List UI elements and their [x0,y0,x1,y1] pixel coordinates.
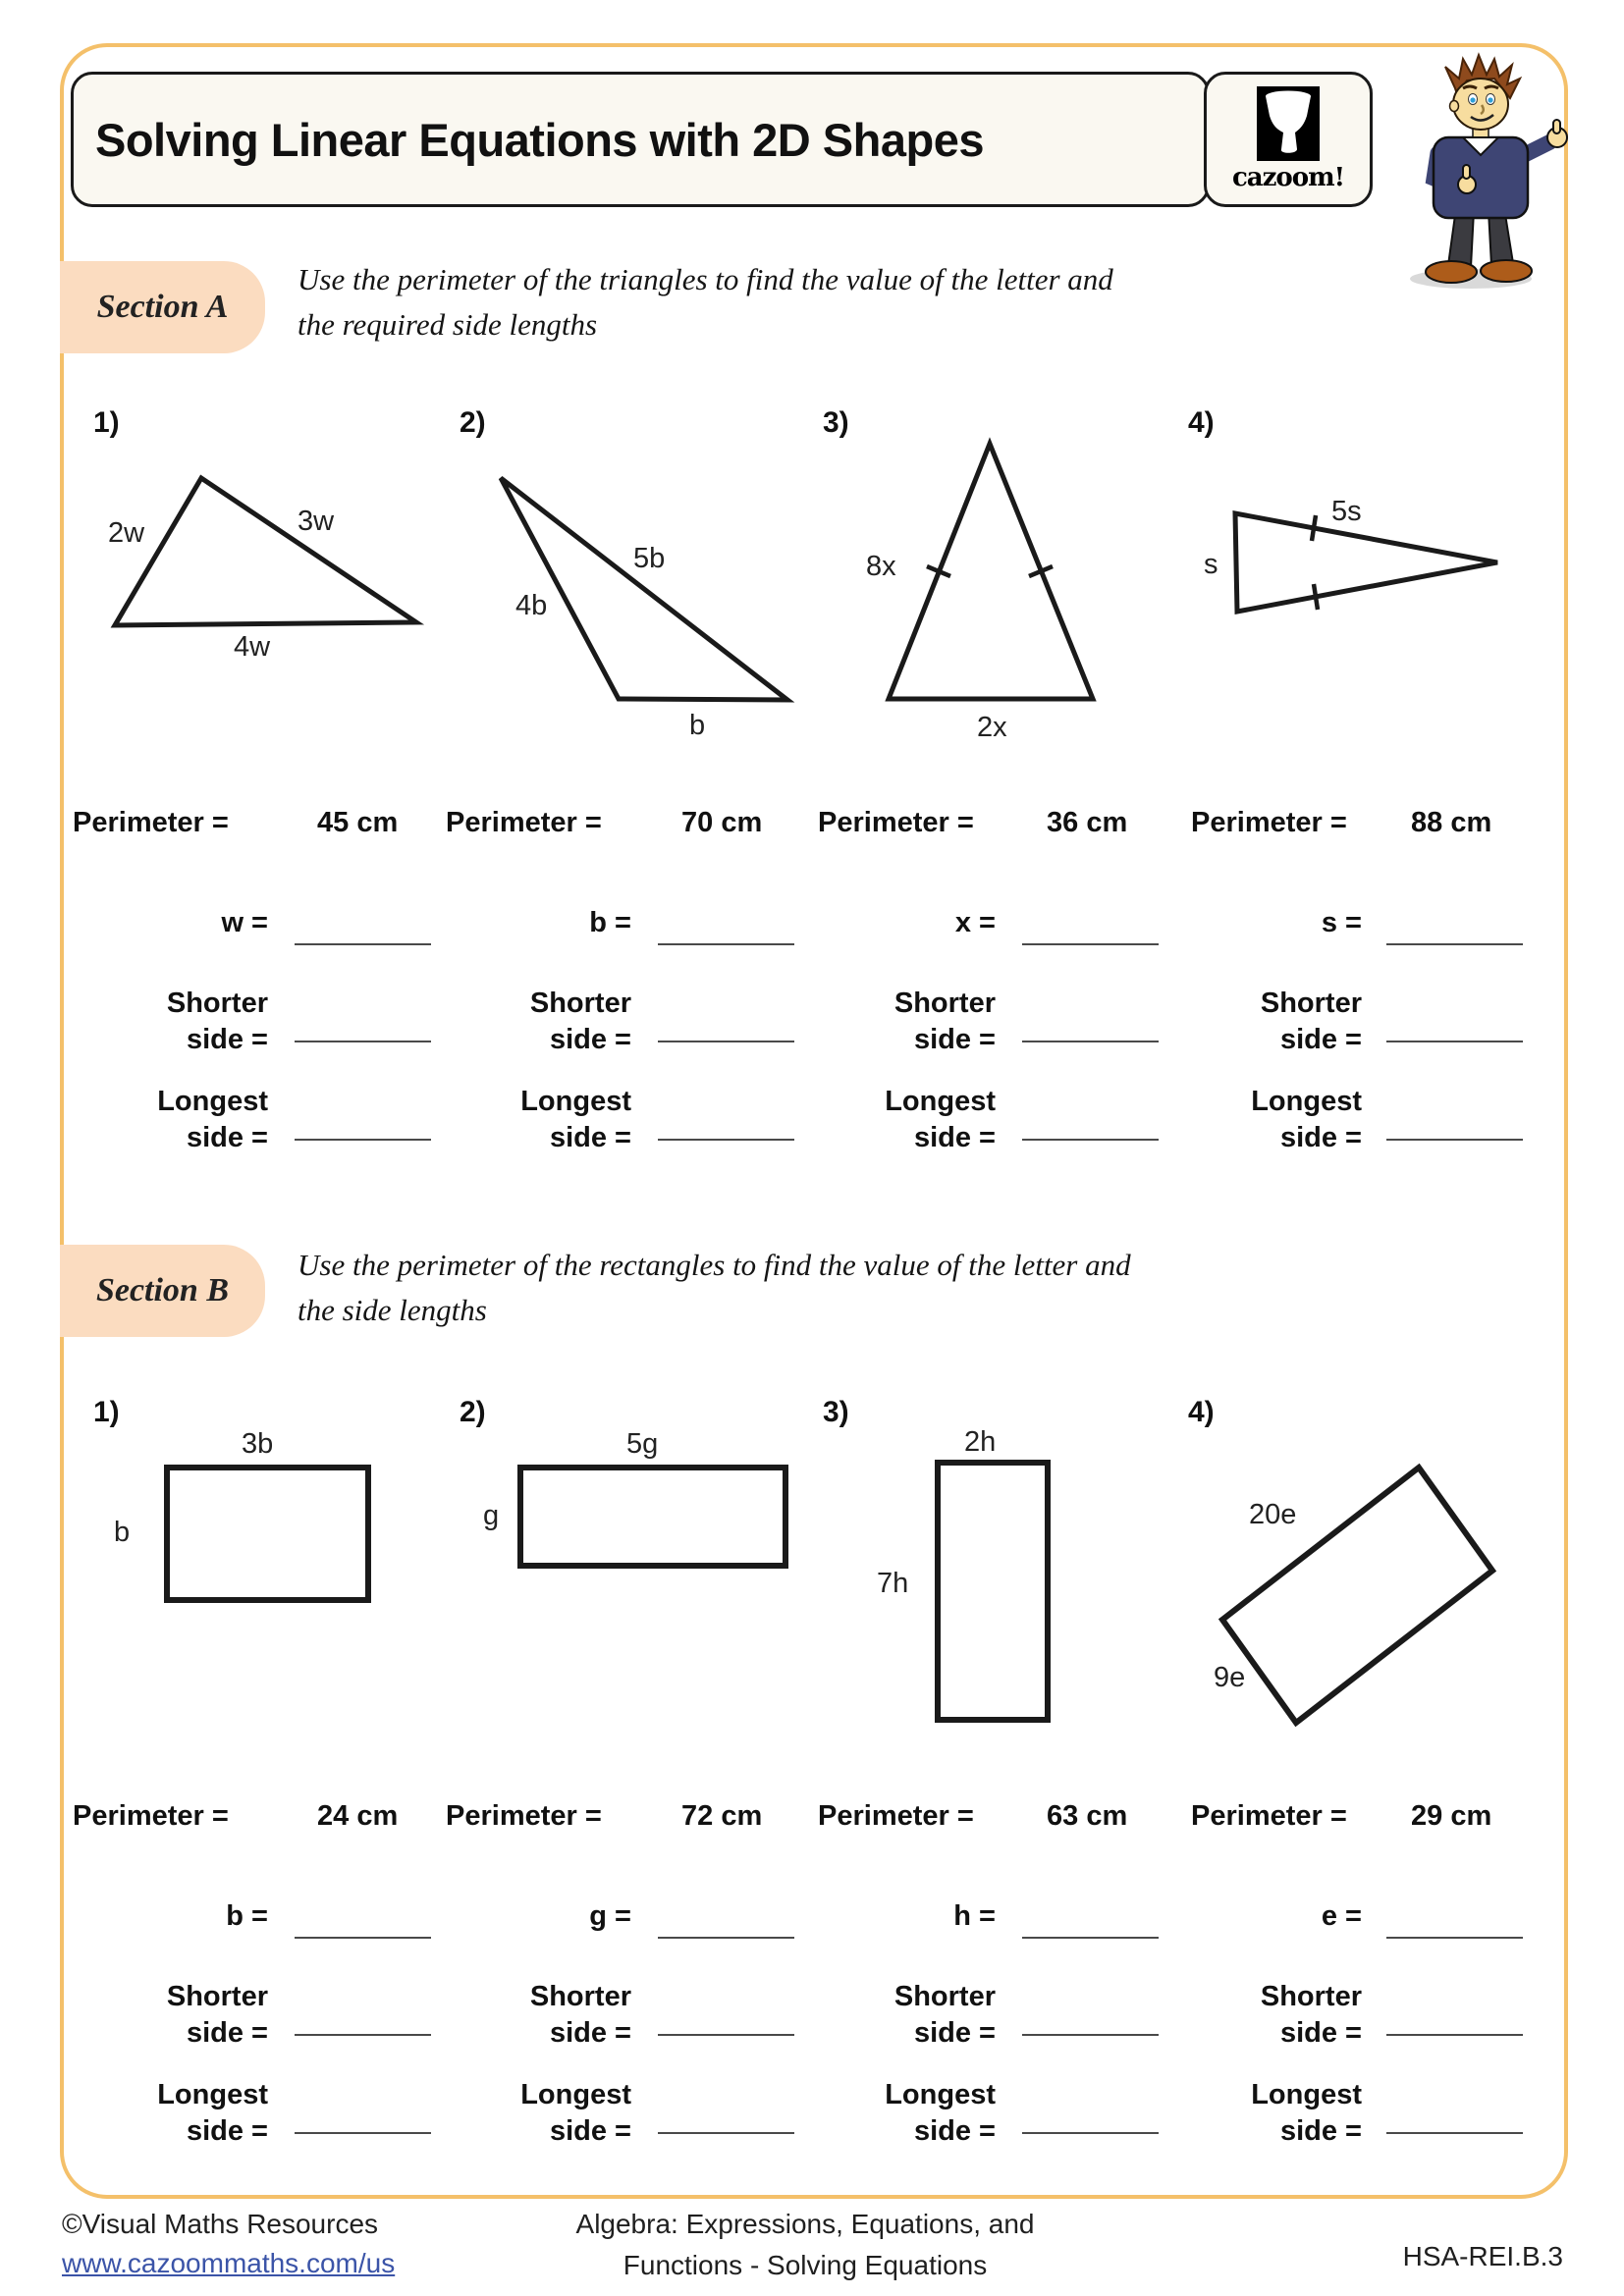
triangle-a1-side-label: 2w [108,517,145,549]
answer-blank-a1-longest[interactable] [295,1139,431,1141]
perimeter-value-a2: 70 cm [681,807,763,838]
shorter-side-eq-b4: side = [1279,2017,1362,2049]
variable-label-b3: h = [953,1900,996,1932]
triangle-a1-side-label: 3w [298,506,335,537]
shorter-side-eq-a2: side = [549,1024,631,1055]
variable-label-b2: g = [589,1900,631,1932]
shorter-side-label-b4: Shorter [1260,1981,1362,2012]
shorter-side-label-a3: Shorter [893,988,996,1019]
longest-side-label-a4: Longest [1251,1086,1362,1117]
rectangle-b4-side-label: 9e [1214,1662,1246,1693]
problem-a3-number: 3) [823,406,849,439]
footer-standard-code: HSA-REI.B.3 [1402,2241,1563,2271]
triangle-a1 [115,478,416,625]
longest-side-label-a3: Longest [885,1086,996,1117]
variable-label-a3: x = [954,907,996,938]
perimeter-value-a4: 88 cm [1411,807,1492,838]
longest-side-eq-b3: side = [913,2115,996,2147]
triangle-a3 [889,444,1093,699]
perimeter-label-a2: Perimeter = [446,807,602,838]
triangle-a3-side-label: 8x [866,551,896,582]
section-b-heading: Section B [60,1245,265,1337]
shorter-side-eq-a1: side = [186,1024,268,1055]
problem-b3-number: 3) [823,1396,849,1428]
answer-blank-b1-variable[interactable] [295,1937,431,1939]
longest-side-eq-b4: side = [1279,2115,1362,2147]
problem-a1-number: 1) [93,406,120,439]
answer-blank-a2-shorter[interactable] [658,1041,794,1042]
perimeter-label-b3: Perimeter = [818,1800,974,1832]
triangle-a2-side-label: 4b [515,590,548,621]
page-title: Solving Linear Equations with 2D Shapes [95,113,984,166]
shorter-side-eq-a4: side = [1279,1024,1362,1055]
footer-topic-line2: Functions - Solving Equations [623,2250,988,2280]
answer-blank-b1-longest[interactable] [295,2132,431,2134]
triangle-a4-side-label: s [1204,549,1218,580]
longest-side-label-b2: Longest [520,2079,631,2110]
rectangle-b2 [520,1468,785,1566]
variable-label-a1: w = [221,907,268,938]
triangle-a2-side-label: b [689,710,706,741]
section-b-instruction-line1: Use the perimeter of the rectangles to find the value of the letter and [298,1248,1131,1282]
perimeter-label-b2: Perimeter = [446,1800,602,1832]
answer-blank-a4-longest[interactable] [1386,1139,1523,1141]
shorter-side-eq-a3: side = [913,1024,996,1055]
rectangle-b3-side-label: 7h [877,1568,909,1599]
shorter-side-eq-b1: side = [186,2017,268,2049]
shorter-side-eq-b2: side = [549,2017,631,2049]
answer-blank-b2-variable[interactable] [658,1937,794,1939]
longest-side-eq-a4: side = [1279,1122,1362,1153]
rectangle-b3 [938,1463,1048,1720]
shorter-side-label-a2: Shorter [529,988,631,1019]
rectangle-b2-side-label: g [483,1500,500,1531]
triangle-a4-side-label: 5s [1331,496,1362,527]
answer-blank-b4-variable[interactable] [1386,1937,1523,1939]
triangle-a2 [501,478,787,700]
shorter-side-label-b1: Shorter [166,1981,268,2012]
longest-side-eq-a1: side = [186,1122,268,1153]
shorter-side-label-b3: Shorter [893,1981,996,2012]
perimeter-value-b1: 24 cm [317,1800,399,1832]
rectangle-b2-side-label: 5g [626,1428,659,1460]
rectangle-b1-side-label: 3b [242,1428,274,1460]
answer-blank-a4-shorter[interactable] [1386,1041,1523,1042]
tick-mark [1312,515,1316,541]
variable-label-a2: b = [589,907,631,938]
answer-blank-a2-longest[interactable] [658,1139,794,1141]
answer-blank-b2-shorter[interactable] [658,2034,794,2036]
answer-blank-a3-shorter[interactable] [1022,1041,1159,1042]
longest-side-label-b3: Longest [885,2079,996,2110]
perimeter-label-a3: Perimeter = [818,807,974,838]
section-b-instruction-line2: the side lengths [298,1293,487,1327]
perimeter-label-a1: Perimeter = [73,807,229,838]
problem-b2-number: 2) [460,1396,486,1428]
perimeter-value-b2: 72 cm [681,1800,763,1832]
footer-topic-line1: Algebra: Expressions, Equations, and [575,2209,1035,2239]
triangle-a3-side-label: 2x [977,712,1007,743]
shorter-side-label-a4: Shorter [1260,988,1362,1019]
section-a-instruction-line1: Use the perimeter of the triangles to find the value of the letter and [298,262,1113,296]
answer-blank-a1-variable[interactable] [295,943,431,945]
perimeter-value-b4: 29 cm [1411,1800,1492,1832]
variable-label-b1: b = [226,1900,268,1932]
section-a-instruction-line2: the required side lengths [298,307,598,342]
answer-blank-b1-shorter[interactable] [295,2034,431,2036]
answer-blank-b3-variable[interactable] [1022,1937,1159,1939]
longest-side-eq-b2: side = [549,2115,631,2147]
shorter-side-eq-b3: side = [913,2017,996,2049]
problem-b4-number: 4) [1188,1396,1215,1428]
shorter-side-label-b2: Shorter [529,1981,631,2012]
longest-side-label-a1: Longest [157,1086,268,1117]
longest-side-eq-b1: side = [186,2115,268,2147]
answer-blank-a2-variable[interactable] [658,943,794,945]
rectangle-b3-side-label: 2h [964,1426,997,1458]
section-a-heading: Section A [60,261,265,353]
footer-website-link[interactable]: www.cazoommaths.com/us [62,2248,396,2278]
answer-blank-b4-longest[interactable] [1386,2132,1523,2134]
problem-b1-number: 1) [93,1396,120,1428]
longest-side-eq-a2: side = [549,1122,631,1153]
tick-mark [1314,584,1318,610]
problem-a2-number: 2) [460,406,486,439]
triangle-a2-side-label: 5b [633,543,666,574]
perimeter-label-b1: Perimeter = [73,1800,229,1832]
longest-side-label-b4: Longest [1251,2079,1362,2110]
longest-side-label-a2: Longest [520,1086,631,1117]
perimeter-value-a3: 36 cm [1047,807,1128,838]
variable-label-b4: e = [1321,1900,1362,1932]
triangle-a1-side-label: 4w [234,631,271,663]
answer-blank-b3-shorter[interactable] [1022,2034,1159,2036]
rectangle-b1 [167,1468,368,1600]
answer-blank-a3-longest[interactable] [1022,1139,1159,1141]
perimeter-label-b4: Perimeter = [1191,1800,1347,1832]
answer-blank-a3-variable[interactable] [1022,943,1159,945]
rectangle-b4-side-label: 20e [1249,1499,1297,1530]
variable-label-a4: s = [1321,907,1362,938]
answer-blank-a1-shorter[interactable] [295,1041,431,1042]
answer-blank-a4-variable[interactable] [1386,943,1523,945]
problem-a4-number: 4) [1188,406,1215,439]
shorter-side-label-a1: Shorter [166,988,268,1019]
longest-side-eq-a3: side = [913,1122,996,1153]
answer-blank-b4-shorter[interactable] [1386,2034,1523,2036]
longest-side-label-b1: Longest [157,2079,268,2110]
answer-blank-b3-longest[interactable] [1022,2132,1159,2134]
triangle-a4 [1235,513,1497,612]
answer-blank-b2-longest[interactable] [658,2132,794,2134]
perimeter-value-b3: 63 cm [1047,1800,1128,1832]
perimeter-value-a1: 45 cm [317,807,399,838]
footer-copyright: ©Visual Maths Resources [62,2209,379,2239]
perimeter-label-a4: Perimeter = [1191,807,1347,838]
cazoom-logo-text: cazoom! [1231,163,1345,192]
rectangle-b1-side-label: b [114,1517,131,1548]
